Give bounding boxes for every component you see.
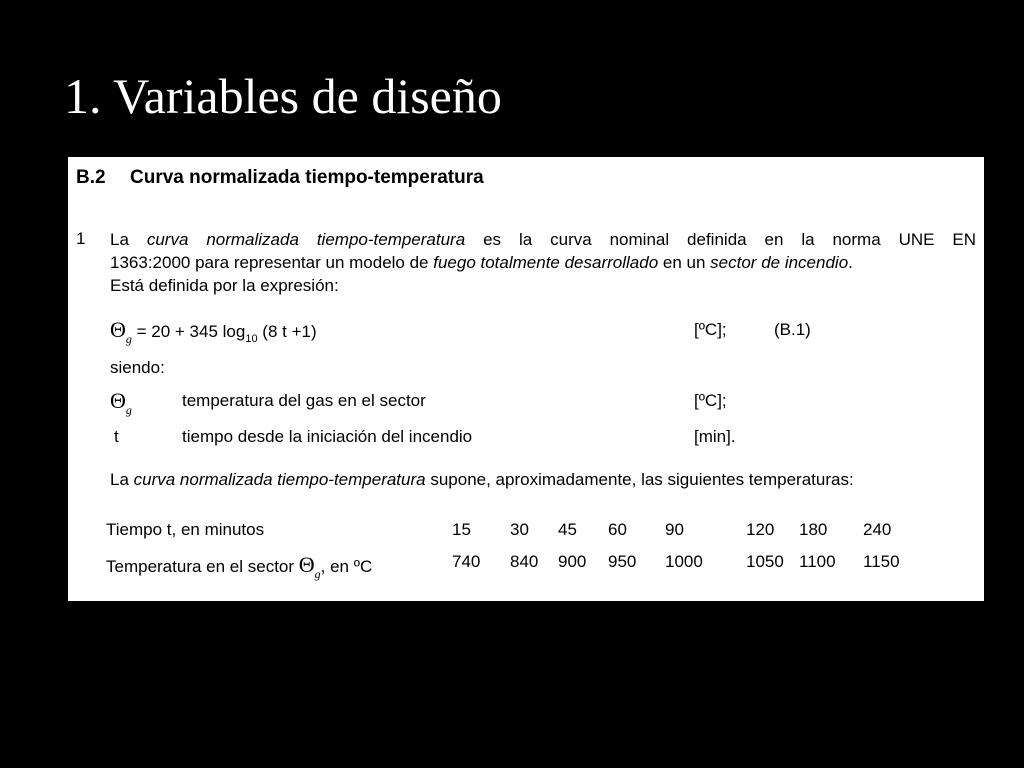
document-excerpt bbox=[68, 157, 984, 601]
table-cell-time: 45 bbox=[558, 520, 577, 539]
paragraph-line-3: Está definida por la expresión: bbox=[110, 276, 339, 295]
table-row-label-time: Tiempo t, en minutos bbox=[106, 520, 265, 539]
table-cell-temperature: 950 bbox=[608, 552, 637, 571]
paragraph-number: 1 bbox=[76, 229, 86, 248]
table-cell-temperature: 1150 bbox=[863, 552, 900, 571]
definition-unit-celsius: [ºC]; bbox=[694, 391, 727, 410]
paragraph-line-2: 1363:2000 para representar un modelo de fuego totalmente desarrollado en un sector de incendio. bbox=[110, 253, 853, 272]
section-number: B.2 bbox=[76, 167, 106, 188]
definition-symbol-t: t bbox=[114, 427, 119, 446]
table-cell-time: 120 bbox=[746, 520, 775, 539]
slide-title: 1. Variables de diseño bbox=[64, 68, 502, 124]
table-cell-temperature: 1050 bbox=[746, 552, 784, 571]
table-cell-temperature: 740 bbox=[452, 552, 481, 571]
table-cell-time: 30 bbox=[510, 520, 529, 539]
table-cell-time: 240 bbox=[863, 520, 892, 539]
definition-text-gas-temperature: temperatura del gas en el sector bbox=[182, 391, 426, 410]
table-cell-time: 90 bbox=[665, 520, 684, 539]
definition-text-time: tiempo desde la iniciación del incendio bbox=[182, 427, 473, 446]
siendo-label: siendo: bbox=[110, 358, 165, 377]
equation-b1: $\Theta_g = 20 + 345$ $\log_{10} (8$ t +1) bbox=[110, 317, 317, 346]
table-cell-temperature: 840 bbox=[510, 552, 539, 571]
definition-unit-minutes: [min]. bbox=[694, 427, 736, 446]
table-cell-time: 60 bbox=[608, 520, 627, 539]
paragraph-temperatures-intro: La curva normalizada tiempo-temperatura supone, aproximadamente, las siguientes temperaturas: bbox=[110, 470, 854, 489]
table-row-label-temperature: Temperatura en el sector $\Theta_g$, en ºC bbox=[106, 552, 373, 581]
equation-reference: (B.1) bbox=[774, 320, 811, 339]
table-cell-temperature: 900 bbox=[558, 552, 587, 571]
table-cell-temperature: 1000 bbox=[665, 552, 703, 571]
paragraph-line-1: La curva normalizada tiempo-temperatura es la curva nominal definida en la norma UNE EN bbox=[110, 230, 977, 249]
table-cell-time: 180 bbox=[799, 520, 828, 539]
table-cell-time: 15 bbox=[452, 520, 471, 539]
section-title: Curva normalizada tiempo-temperatura bbox=[130, 167, 484, 188]
equation-unit: [ºC]; bbox=[694, 320, 727, 339]
table-cell-temperature: 1100 bbox=[799, 552, 836, 571]
paragraph-definition bbox=[110, 228, 976, 297]
definition-symbol-theta: $\Theta_g$ bbox=[110, 388, 132, 417]
